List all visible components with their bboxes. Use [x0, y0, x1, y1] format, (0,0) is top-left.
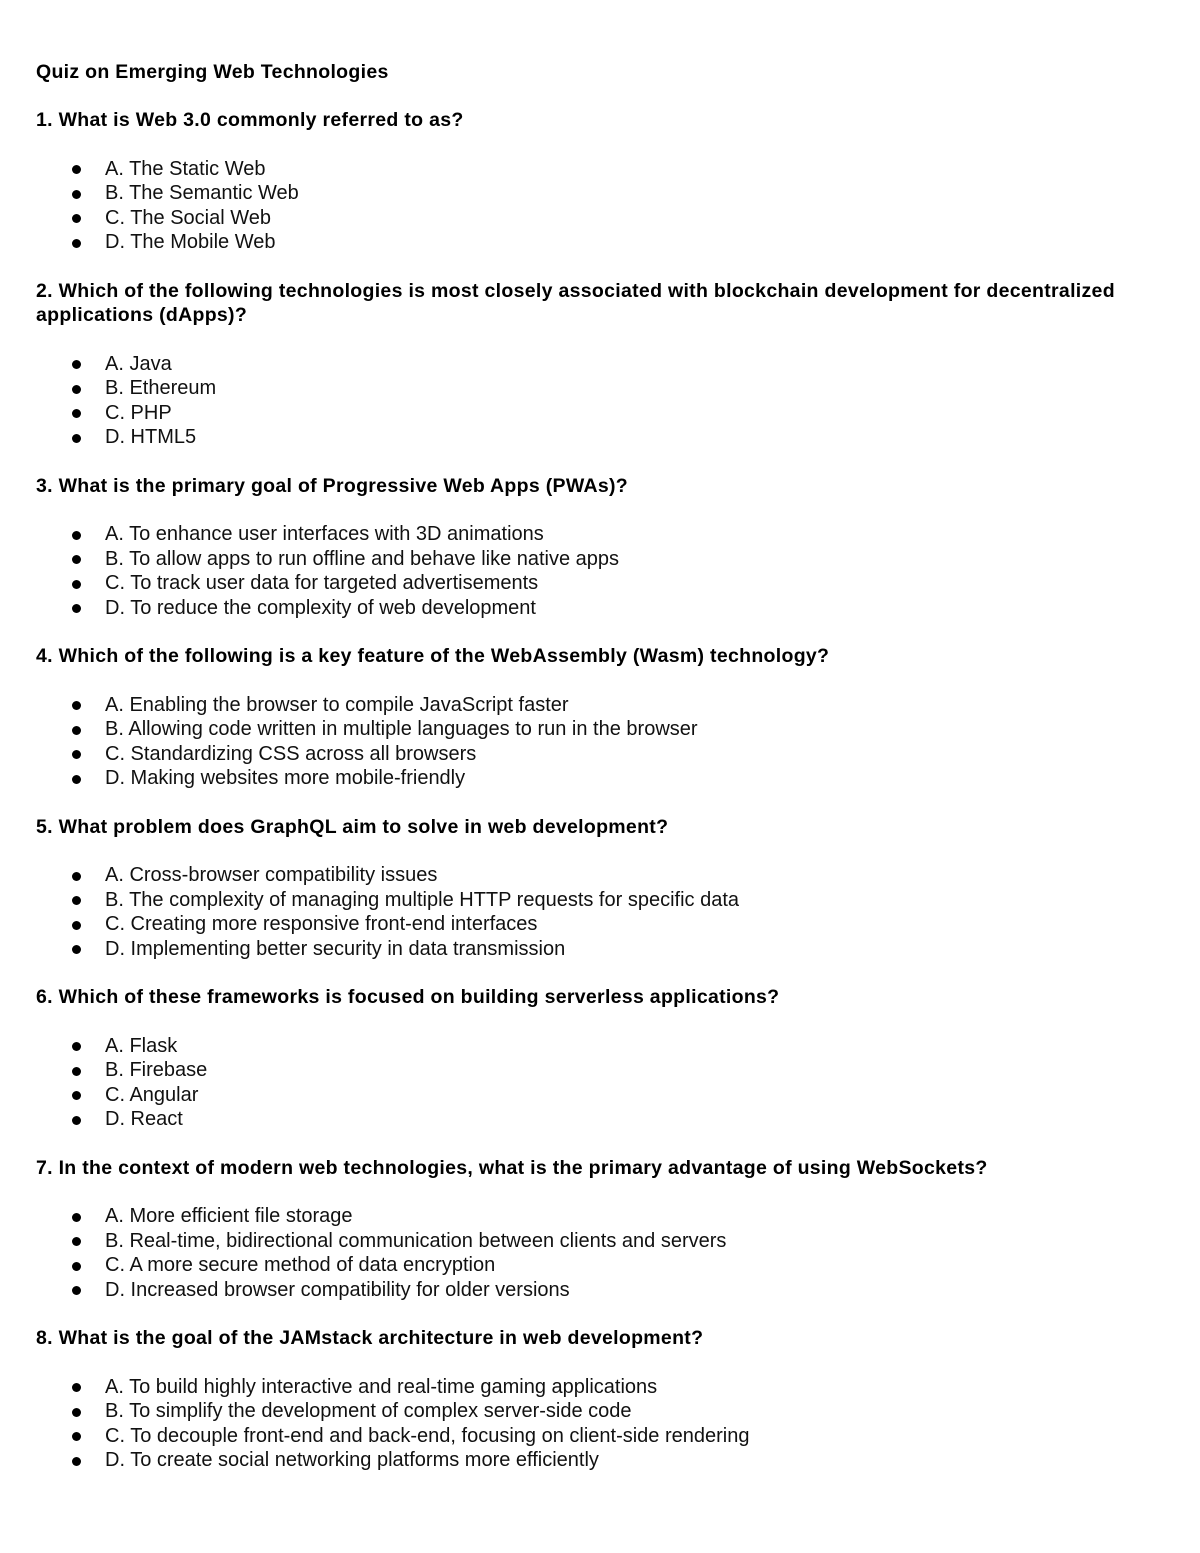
bullet-icon — [72, 1237, 81, 1246]
bullet-icon — [72, 1457, 81, 1466]
answer-option — [36, 376, 1156, 401]
answer-option — [36, 522, 1156, 547]
option-label: A. The Static Web — [105, 157, 266, 180]
question-text: 5. What problem does GraphQL aim to solve in web development? — [36, 815, 669, 838]
option-label: C. Creating more responsive front-end interfaces — [105, 913, 538, 935]
answer-option — [36, 206, 1156, 231]
question-1 — [36, 108, 1156, 255]
option-label: B. Firebase — [105, 1059, 208, 1081]
answer-option — [36, 352, 1156, 377]
bullet-icon — [72, 214, 81, 223]
answer-option — [36, 157, 1156, 182]
option-list — [36, 157, 1156, 255]
question-2 — [36, 279, 1156, 450]
bullet-icon — [72, 1091, 81, 1100]
bullet-icon — [72, 239, 81, 248]
option-label: C. The Social Web — [105, 206, 272, 229]
bullet-icon — [72, 1432, 81, 1441]
bullet-icon — [72, 726, 81, 735]
answer-option — [36, 1107, 1156, 1132]
question-list — [36, 108, 1156, 1473]
option-list — [36, 863, 1156, 961]
option-label: A. To enhance user interfaces with 3D animations — [105, 523, 544, 545]
question-text: 3. What is the primary goal of Progressive Web Apps (PWAs)? — [36, 474, 628, 497]
option-label: A. More efficient file storage — [105, 1205, 353, 1227]
option-label: D. To reduce the complexity of web development — [105, 596, 536, 619]
bullet-icon — [72, 434, 81, 443]
bullet-icon — [72, 701, 81, 710]
answer-option — [36, 1083, 1156, 1108]
bullet-icon — [72, 190, 81, 199]
bullet-icon — [72, 921, 81, 930]
bullet-icon — [72, 1067, 81, 1076]
bullet-icon — [72, 165, 81, 174]
answer-option — [36, 888, 1156, 913]
bullet-icon — [72, 385, 81, 394]
option-label: D. Implementing better security in data transmission — [105, 937, 566, 960]
answer-option — [36, 1375, 1156, 1400]
question-text: 6. Which of these frameworks is focused on building serverless applications? — [36, 986, 780, 1008]
option-label: C. Angular — [105, 1083, 199, 1106]
question-4 — [36, 644, 1156, 791]
answer-option — [36, 693, 1156, 718]
bullet-icon — [72, 1262, 81, 1271]
question-text: 4. Which of the following is a key feature of the WebAssembly (Wasm) technology? — [36, 645, 830, 667]
option-label: C. A more secure method of data encryption — [105, 1254, 496, 1276]
answer-option — [36, 596, 1156, 621]
question-text: 8. What is the goal of the JAMstack architecture in web development? — [36, 1327, 704, 1349]
bullet-icon — [72, 1408, 81, 1417]
bullet-icon — [72, 945, 81, 954]
answer-option — [36, 571, 1156, 596]
option-label: D. Increased browser compatibility for older versions — [105, 1278, 570, 1301]
option-list — [36, 693, 1156, 791]
option-label: A. To build highly interactive and real-time gaming applications — [105, 1375, 658, 1398]
answer-option — [36, 1204, 1156, 1229]
question-text: 1. What is Web 3.0 commonly referred to as? — [36, 109, 464, 131]
answer-option — [36, 1399, 1156, 1424]
question-text: 2. Which of the following technologies is most closely associated with blockchain development for decentralized applications (dApps)? — [36, 279, 1115, 326]
answer-option — [36, 863, 1156, 888]
answer-option — [36, 1448, 1156, 1473]
answer-option — [36, 766, 1156, 791]
option-list — [36, 522, 1156, 620]
option-label: C. To decouple front-end and back-end, focusing on client-side rendering — [105, 1424, 750, 1447]
option-label: A. Java — [105, 352, 172, 375]
option-label: A. Enabling the browser to compile JavaScript faster — [105, 693, 569, 716]
option-list — [36, 352, 1156, 450]
bullet-icon — [72, 775, 81, 784]
question-text: 7. In the context of modern web technologies, what is the primary advantage of using WebSockets? — [36, 1156, 988, 1179]
option-label: A. Flask — [105, 1034, 178, 1057]
bullet-icon — [72, 1286, 81, 1295]
question-6 — [36, 985, 1156, 1132]
question-8 — [36, 1326, 1156, 1473]
option-label: C. To track user data for targeted advertisements — [105, 572, 539, 594]
option-list — [36, 1204, 1156, 1302]
bullet-icon — [72, 555, 81, 564]
option-label: D. To create social networking platforms more efficiently — [105, 1449, 599, 1471]
answer-option — [36, 1278, 1156, 1303]
option-label: B. Real-time, bidirectional communication between clients and servers — [105, 1229, 727, 1252]
question-7 — [36, 1156, 1156, 1303]
answer-option — [36, 912, 1156, 937]
answer-option — [36, 937, 1156, 962]
option-label: B. Allowing code written in multiple languages to run in the browser — [105, 718, 698, 740]
bullet-icon — [72, 360, 81, 369]
bullet-icon — [72, 604, 81, 613]
option-label: B. The complexity of managing multiple HTTP requests for specific data — [105, 888, 739, 911]
option-label: C. Standardizing CSS across all browsers — [105, 742, 477, 765]
bullet-icon — [72, 1213, 81, 1222]
bullet-icon — [72, 1042, 81, 1051]
bullet-icon — [72, 580, 81, 589]
answer-option — [36, 425, 1156, 450]
bullet-icon — [72, 1383, 81, 1392]
question-5 — [36, 815, 1156, 962]
bullet-icon — [72, 531, 81, 540]
answer-option — [36, 401, 1156, 426]
bullet-icon — [72, 872, 81, 881]
answer-option — [36, 742, 1156, 767]
option-list — [36, 1034, 1156, 1132]
question-3 — [36, 474, 1156, 621]
answer-option — [36, 181, 1156, 206]
option-label: B. The Semantic Web — [105, 182, 299, 204]
bullet-icon — [72, 1116, 81, 1125]
bullet-icon — [72, 896, 81, 905]
quiz-document — [36, 60, 1156, 1497]
answer-option — [36, 1229, 1156, 1254]
bullet-icon — [72, 750, 81, 759]
answer-option — [36, 1034, 1156, 1059]
answer-option — [36, 717, 1156, 742]
bullet-icon — [72, 409, 81, 418]
answer-option — [36, 230, 1156, 255]
answer-option — [36, 547, 1156, 572]
option-label: D. React — [105, 1108, 183, 1130]
option-label: D. HTML5 — [105, 426, 197, 448]
answer-option — [36, 1424, 1156, 1449]
option-label: B. To simplify the development of complex server-side code — [105, 1400, 632, 1422]
option-label: A. Cross-browser compatibility issues — [105, 864, 438, 886]
document-title: Quiz on Emerging Web Technologies — [36, 61, 389, 83]
answer-option — [36, 1058, 1156, 1083]
option-list — [36, 1375, 1156, 1473]
option-label: B. To allow apps to run offline and behave like native apps — [105, 547, 620, 570]
answer-option — [36, 1253, 1156, 1278]
option-label: C. PHP — [105, 401, 172, 424]
option-label: B. Ethereum — [105, 377, 217, 399]
option-label: D. The Mobile Web — [105, 231, 276, 253]
option-label: D. Making websites more mobile-friendly — [105, 767, 466, 789]
